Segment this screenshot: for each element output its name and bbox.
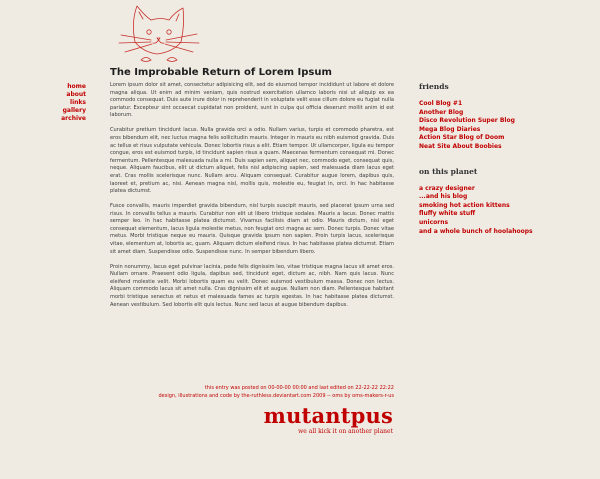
main-nav — [20, 83, 86, 123]
post-paragraph: Fusce convallis, mauris imperdiet gravida bibendum, nisl turpis suscipit mauris, sed placerat ipsum urna sed risus. In convallis tellus a mauris. Curabitur non elit ut libero tristique sodales. Mauris a lacus. Donec mattis semper leo. In hac habitasse platea dictumst. Vivamus facilisis diam at odio. Mauris dictum, nisi eget consequat elementum, lacus ligula molestie metus, non feugiat orci magna ac sem. Donec turpis. Donec vitae metus. Morbi tristique neque eu mauris. Quisque gravida ipsum non sapien. Proin turpis lacus, scelerisque vitae, elementum at, lobortis ac, quam. Aliquam dictum eleifend risus. In hac habitasse platea dictumst. Etiam sit amet diam. Suspendisse odio. Suspendisse nunc. In semper bibendum libero. — [110, 203, 394, 255]
nav-gallery-link[interactable]: gallery — [62, 107, 86, 114]
post-title: The Improbable Return of Lorem Ipsum — [110, 67, 332, 78]
friend-link[interactable]: Neat Site About Boobies — [419, 142, 502, 150]
friends-heading: friends — [419, 82, 449, 91]
post-paragraph: Curabitur pretium tincidunt lacus. Nulla gravida orci a odio. Nullam varius, turpis et commodo pharetra, est eros bibendum elit, nec luctus magna felis sollicitudin mauris. Integer in mauris eu nibh euismod gravida. Duis ac tellus et risus vulputate vehicula. Donec lobortis risus a elit. Etiam tempor. Ut ullamcorper, ligula eu tempor congue, eros est euismod turpis, id tincidunt sapien risus a quam. Maecenas fermentum consequat mi. Donec fermentum. Pellentesque malesuada nulla a mi. Duis sapien sem, aliquet nec, commodo eget, consequat quis, neque. Aliquam faucibus, elit ut dictum aliquet, felis nisl adipiscing sapien, sed malesuada diam lacus eget erat. Cras mollis scelerisque nunc. Nullam arcu. Aliquam consequat. Curabitur augue lorem, dapibus quis, laoreet et, pretium ac, nisi. Aenean magna nisl, mollis quis, molestie eu, feugiat in, orci. In hac habitasse platea dictumst. — [110, 127, 394, 195]
post-body — [110, 82, 394, 317]
planet-link[interactable]: smoking hot action kittens — [419, 201, 510, 209]
post-paragraph: Lorem ipsum dolor sit amet, consectetur adipisicing elit, sed do eiusmod tempor incididunt ut labore et dolore magna aliqua. Ut enim ad minim veniam, quis nostrud exercitation ullamco laboris nisi ut aliquip ex ea commodo consequat. Duis aute irure dolor in reprehenderit in voluptate velit esse cillum dolore eu fugiat nulla pariatur. Excepteur sint occaecat cupidatat non proident, sunt in culpa qui officia deserunt mollit anim id est laborum. — [110, 82, 394, 119]
cat-sketch-icon — [113, 2, 203, 66]
planet-link[interactable]: and a whole bunch of hoolahoops — [419, 227, 533, 235]
sidebar — [419, 82, 594, 251]
site-tagline: we all kick it on another planet — [298, 428, 393, 435]
planet-link[interactable]: fluffy white stuff — [419, 210, 476, 218]
friend-link[interactable]: Mega Blog Diaries — [419, 125, 481, 133]
friend-link[interactable]: Disco Revolution Super Blog — [419, 117, 515, 125]
friend-link[interactable]: Another Blog — [419, 108, 464, 116]
friend-link[interactable]: Cool Blog #1 — [419, 100, 463, 107]
post-paragraph: Proin nonummy, lacus eget pulvinar lacinia, pede felis dignissim leo, vitae tristique magna lacus sit amet eros. Nullam ornare. Praesent odio ligula, dapibus sed, tincidunt eget, dictum ac, nibh. Nam quis lacus. Nunc eleifend molestie velit. Morbi lobortis quam eu velit. Donec euismod vestibulum massa. Donec non lectus. Aliquam commodo lacus sit amet nulla. Cras dignissim elit et augue. Nullam non diam. Pellentesque habitant morbi tristique senectus et netus et malesuada fames ac turpis egestas. In hac habitasse platea dictumst. Aenean vestibulum. Sed lobortis elit quis lectus. Nunc sed lacus at augue bibendum dapibus. — [110, 263, 394, 308]
post-timestamp: this entry was posted on 00-00-00 00:00 and last edited on 22-22-22 22:22 — [204, 385, 394, 391]
planet-link[interactable]: unicorns — [419, 218, 449, 226]
planet-link[interactable]: ...and his blog — [419, 193, 468, 201]
post-meta — [110, 384, 394, 400]
nav-links-link[interactable]: links — [70, 99, 86, 106]
planet-link[interactable]: a crazy designer — [419, 184, 475, 192]
planet-heading: on this planet — [419, 166, 478, 176]
nav-archive-link[interactable]: archive — [61, 115, 86, 122]
site-brand — [264, 405, 393, 435]
nav-about-link[interactable]: about — [66, 91, 86, 98]
nav-home-link[interactable]: home — [67, 83, 86, 90]
friend-link[interactable]: Action Star Blog of Doom — [419, 134, 505, 142]
friends-list — [419, 100, 594, 152]
design-credit: design, illustrations and code by the-ruthless.deviantart.com 2009 -- oms by oms-makers-r-us — [158, 393, 394, 399]
site-logo-text[interactable]: mutantpus — [263, 403, 393, 428]
planet-list — [419, 185, 594, 237]
